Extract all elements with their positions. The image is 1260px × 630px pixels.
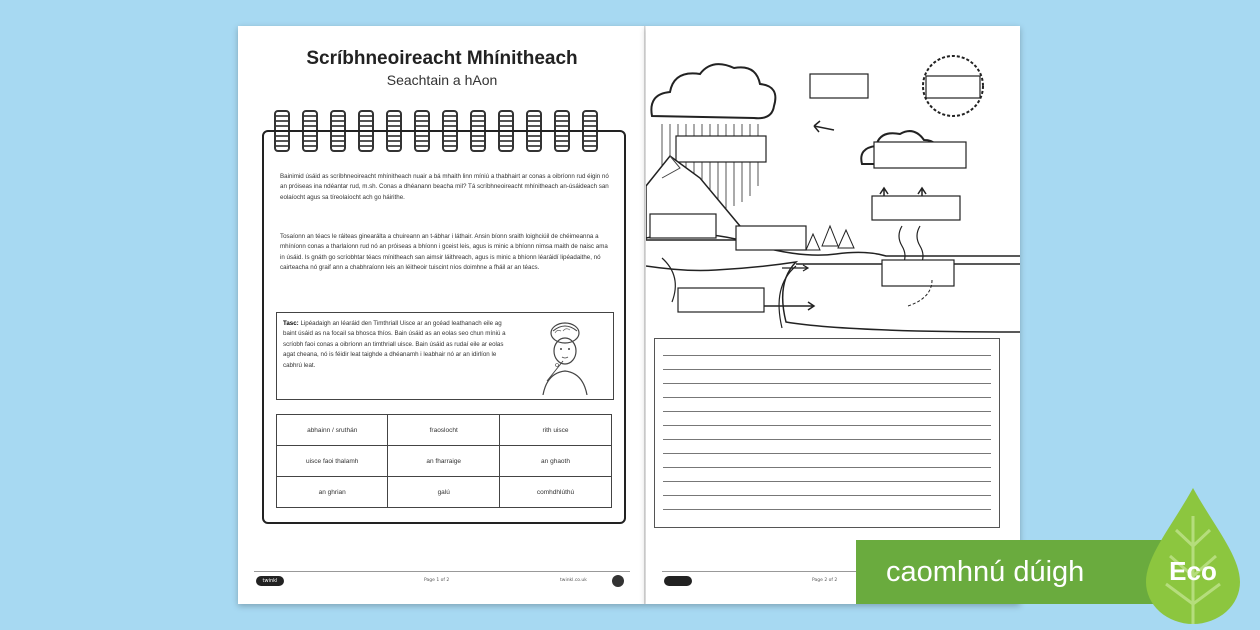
quality-seal-icon — [612, 575, 624, 587]
eco-banner-bar — [856, 540, 1166, 604]
word-cell: fraoslocht — [388, 415, 500, 446]
thinking-girl-illustration — [523, 319, 603, 395]
eco-badge-label: Eco — [1169, 556, 1217, 586]
word-cell: an fharraige — [388, 446, 500, 477]
eco-banner-text: caomhnú dúigh — [886, 556, 1085, 588]
worksheet-subtitle: Seachtain a hAon — [386, 72, 498, 88]
word-cell: rith uisce — [500, 415, 612, 446]
worksheet-title: Scríbhneoireacht Mhínitheach — [306, 48, 578, 69]
page-number-right: Page 2 of 2 — [812, 578, 838, 583]
word-cell: abhainn / sruthán — [277, 415, 388, 446]
twinkl-logo: twinkl — [256, 576, 284, 586]
word-bank-table — [276, 414, 612, 508]
brand-url: twinkl.co.uk — [560, 578, 587, 583]
table-row — [277, 415, 612, 446]
water-cycle-diagram — [646, 26, 1020, 336]
page-footer-left — [254, 571, 630, 590]
writing-lines-box — [654, 338, 1000, 528]
notebook-frame — [262, 130, 626, 524]
worksheet-page-left — [238, 26, 646, 604]
task-box — [276, 312, 614, 400]
eco-banner — [856, 540, 1260, 604]
word-cell: galú — [388, 477, 500, 508]
task-text-block — [283, 319, 515, 371]
structure-paragraph: Tosaíonn an téacs le ráiteas ginearálta a chuireann an t-ábhar i láthair. Ansin bíonn sraith loighciúil de chéimeanna a mhíníonn conas a tharlaíonn rud nó an próiseas a bhíonn i gceist leis, agus is minic a bhíonn nimsa maith de naisc ama in úsáid. Is gnáth go scríobhtar téacs mínitheach san aimsir láithreach, agus is minic a bhíonn léaráidí lipéadaithe, nó cairteacha nó graif ann a chabhraíonn leis an léitheoir tuiscint níos doimhne a fháil ar an téacs. — [280, 233, 608, 272]
word-cell: comhdhlúthú — [500, 477, 612, 508]
table-row — [277, 446, 612, 477]
task-text: Lipéadaigh an léaráid den Timthriall Uisce ar an gcéad leathanach eile ag baint úsáid as na focail sa bhosca thíos. Bain úsáid as an eolas seo chun míniú a scríobh faoi conas a oibríonn an timthriall uisce. Bain úsáid as rudaí eile ar eolas agat cheana, nó is féidir leat taighde a dhéanamh i leabhair nó ar an idirlíon le cabhrú leat. — [283, 320, 506, 369]
worksheet-page-right — [646, 26, 1020, 604]
task-label: Tasc: — [283, 320, 299, 327]
page-number-left: Page 1 of 2 — [424, 578, 450, 583]
intro-paragraph: Bainimid úsáid as scríbhneoireacht mhínitheach nuair a bá mhaith linn míniú a thabhairt ar conas a oibríonn rud éigin nó an próiseas ina ndéantar rud, m.sh. Conas a dhéanann beacha mil? Tá scríbhneoireacht mhínitheach an-úsáideach san eolaíocht agus sa tíreolaíocht ach go háirithe. — [280, 173, 609, 201]
word-cell: an ghrian — [277, 477, 388, 508]
word-cell: an ghaoth — [500, 446, 612, 477]
word-cell: uisce faoi thalamh — [277, 446, 388, 477]
table-row — [277, 477, 612, 508]
twinkl-logo — [664, 576, 692, 586]
